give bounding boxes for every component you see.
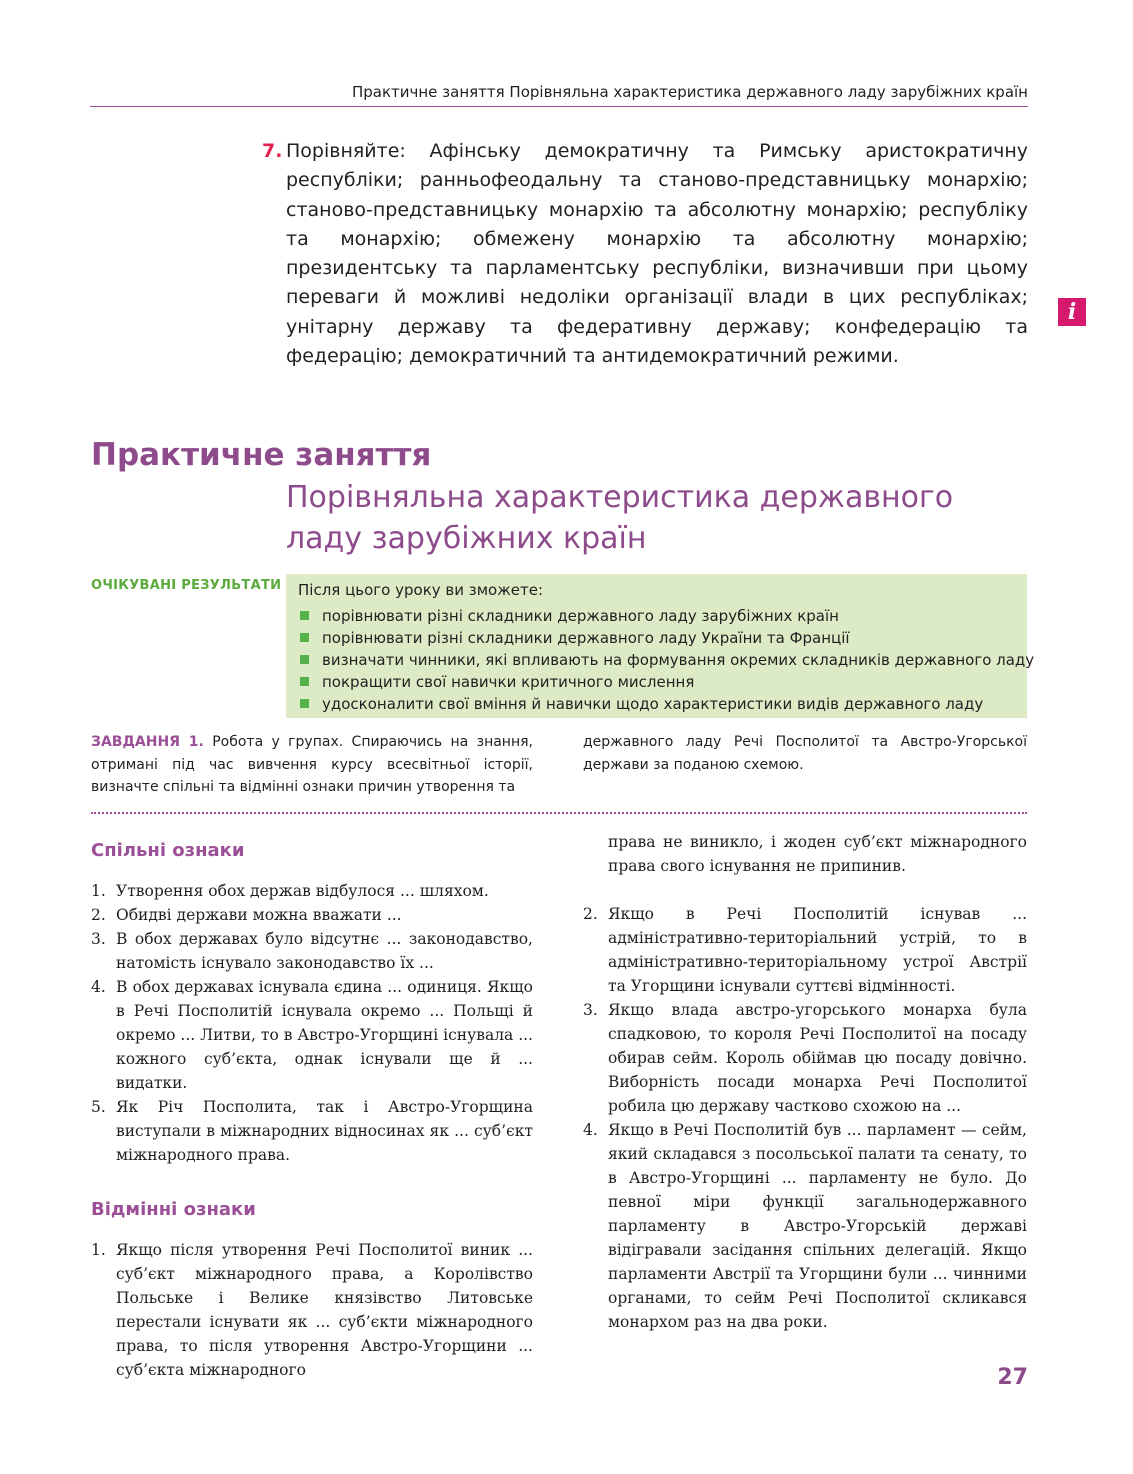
- difference-1-continuation: права не виникло, і жоден суб’єкт міжнародного права свого існування не припинив.: [608, 833, 1027, 875]
- question-text: Порівняйте: Афінську демократичну та Римську аристократичну республіки; ранньофеодальну та станово-представницьку монархію; станово-представницьку монархію та абсолютну монархію; республіку та монархію; обмежену монархію та абсолютну монархію; президентську та парламентську республіки, визначивши при цьому переваги й можливі недоліки організації влади в цих республіках; унітарну державу та федеративну державу; конфедерацію та федерацію; демократичний та антидемократичний режими.: [286, 140, 1028, 368]
- list-item: удосконалити свої вміння й навички щодо характеристики видів державного ладу: [298, 693, 1027, 715]
- list-item: 3. В обох державах було відсутнє ... законодавство, натомість існувало законодавство їх ...: [91, 930, 533, 972]
- list-item: 1. Якщо після утворення Речі Посполитої виник ... суб’єкт міжнародного права, а Королівство Польське і Велике князівство Литовське перестали існувати як ... суб’єкти міжнародного права, то після утворення Австро-Угорщини ... суб’єкта міжнародного: [91, 1241, 533, 1379]
- square-bullet-icon: [300, 611, 309, 620]
- list-item: 2. Якщо в Речі Посполитій існував ... адміністративно-територіальний устрій, то в адміністративно-територіальному устрої Австрії та Угорщини існували суттєві відмінності.: [583, 905, 1027, 995]
- differences-list-right: [583, 902, 1027, 1334]
- list-item: 4. В обох державах існувала єдина ... одиниця. Якщо в Речі Посполитій існувала окремо ... Польщі й окремо ... Литви, то в Австро-Угорщині існувала ... кожного суб’єкта, однак існували ще й ... видатки.: [91, 978, 533, 1092]
- expected-results-box: [286, 574, 1035, 718]
- dotted-separator: [91, 812, 1027, 814]
- header-rule: [90, 106, 1028, 107]
- task-1-right: державного ладу Речі Посполитої та Австро-Угорської держави за поданою схемою.: [583, 734, 1027, 773]
- differences-list-left: [91, 1238, 533, 1382]
- list-item: покращити свої навички критичного мислення: [298, 671, 1027, 693]
- square-bullet-icon: [300, 699, 309, 708]
- list-item: визначати чинники, які впливають на формування окремих складників державного ладу: [298, 649, 1027, 671]
- list-item: 2. Обидві держави можна вважати ...: [91, 906, 402, 924]
- square-bullet-icon: [300, 655, 309, 664]
- task-text-left: Робота у групах. Спираючись на знання, отримані під час вивчення курсу всесвітньої історії, визначте спільні та відмінні ознаки причин утворення та: [91, 734, 533, 795]
- expected-results-list: [298, 605, 1035, 715]
- list-item: 3. Якщо влада австро-угорського монарха була спадковою, то короля Речі Посполитої на посаду обирав сейм. Король обіймав цю посаду довічно. Виборність посади монарха Речі Посполитої робила цю державу частково схожою на ...: [583, 1001, 1027, 1115]
- common-features-title: Спільні ознаки: [91, 840, 245, 861]
- list-item: 5. Як Річ Посполита, так і Австро-Угорщина виступали в міжнародних відносинах як ... суб’єкт міжнародного права.: [91, 1098, 533, 1164]
- common-features-list: [91, 879, 533, 1167]
- expected-results-intro: Після цього уроку ви зможете:: [298, 581, 543, 599]
- task-1-left: [91, 731, 533, 799]
- question-number: 7.: [262, 140, 283, 162]
- lesson-title: Порівняльна характеристика державного ладу зарубіжних країн: [286, 480, 954, 556]
- square-bullet-icon: [300, 677, 309, 686]
- question-7: [262, 137, 1028, 371]
- list-item: порівнювати різні складники державного ладу України та Франції: [298, 627, 1027, 649]
- lesson-kind: Практичне заняття: [91, 437, 432, 473]
- page-number: 27: [997, 1365, 1028, 1390]
- list-item: порівнювати різні складники державного ладу зарубіжних країн: [298, 605, 1027, 627]
- running-header: Практичне заняття Порівняльна характеристика державного ладу зарубіжних країн: [351, 83, 1028, 101]
- list-item: 4. Якщо в Речі Посполитій був ... парламент — сейм, який складався з посольської палати та сенату, то в Австро-Угорщині ... парламенту не було. До певної міри функції загальнодержавного парламенту в Австро-Угорській державі відігравали засідання спільних делегацій. Якщо парламенти Австрії та Угорщини були ... чинними органами, то сейм Речі Посполитої скликався монархом раз на два роки.: [583, 1121, 1027, 1331]
- differences-title: Відмінні ознаки: [91, 1199, 256, 1220]
- task-label: ЗАВДАННЯ 1.: [91, 734, 204, 750]
- info-icon: i: [1058, 298, 1086, 326]
- expected-results-label: ОЧІКУВАНІ РЕЗУЛЬТАТИ: [91, 578, 282, 593]
- list-item: 1. Утворення обох держав відбулося ... шляхом.: [91, 882, 489, 900]
- square-bullet-icon: [300, 633, 309, 642]
